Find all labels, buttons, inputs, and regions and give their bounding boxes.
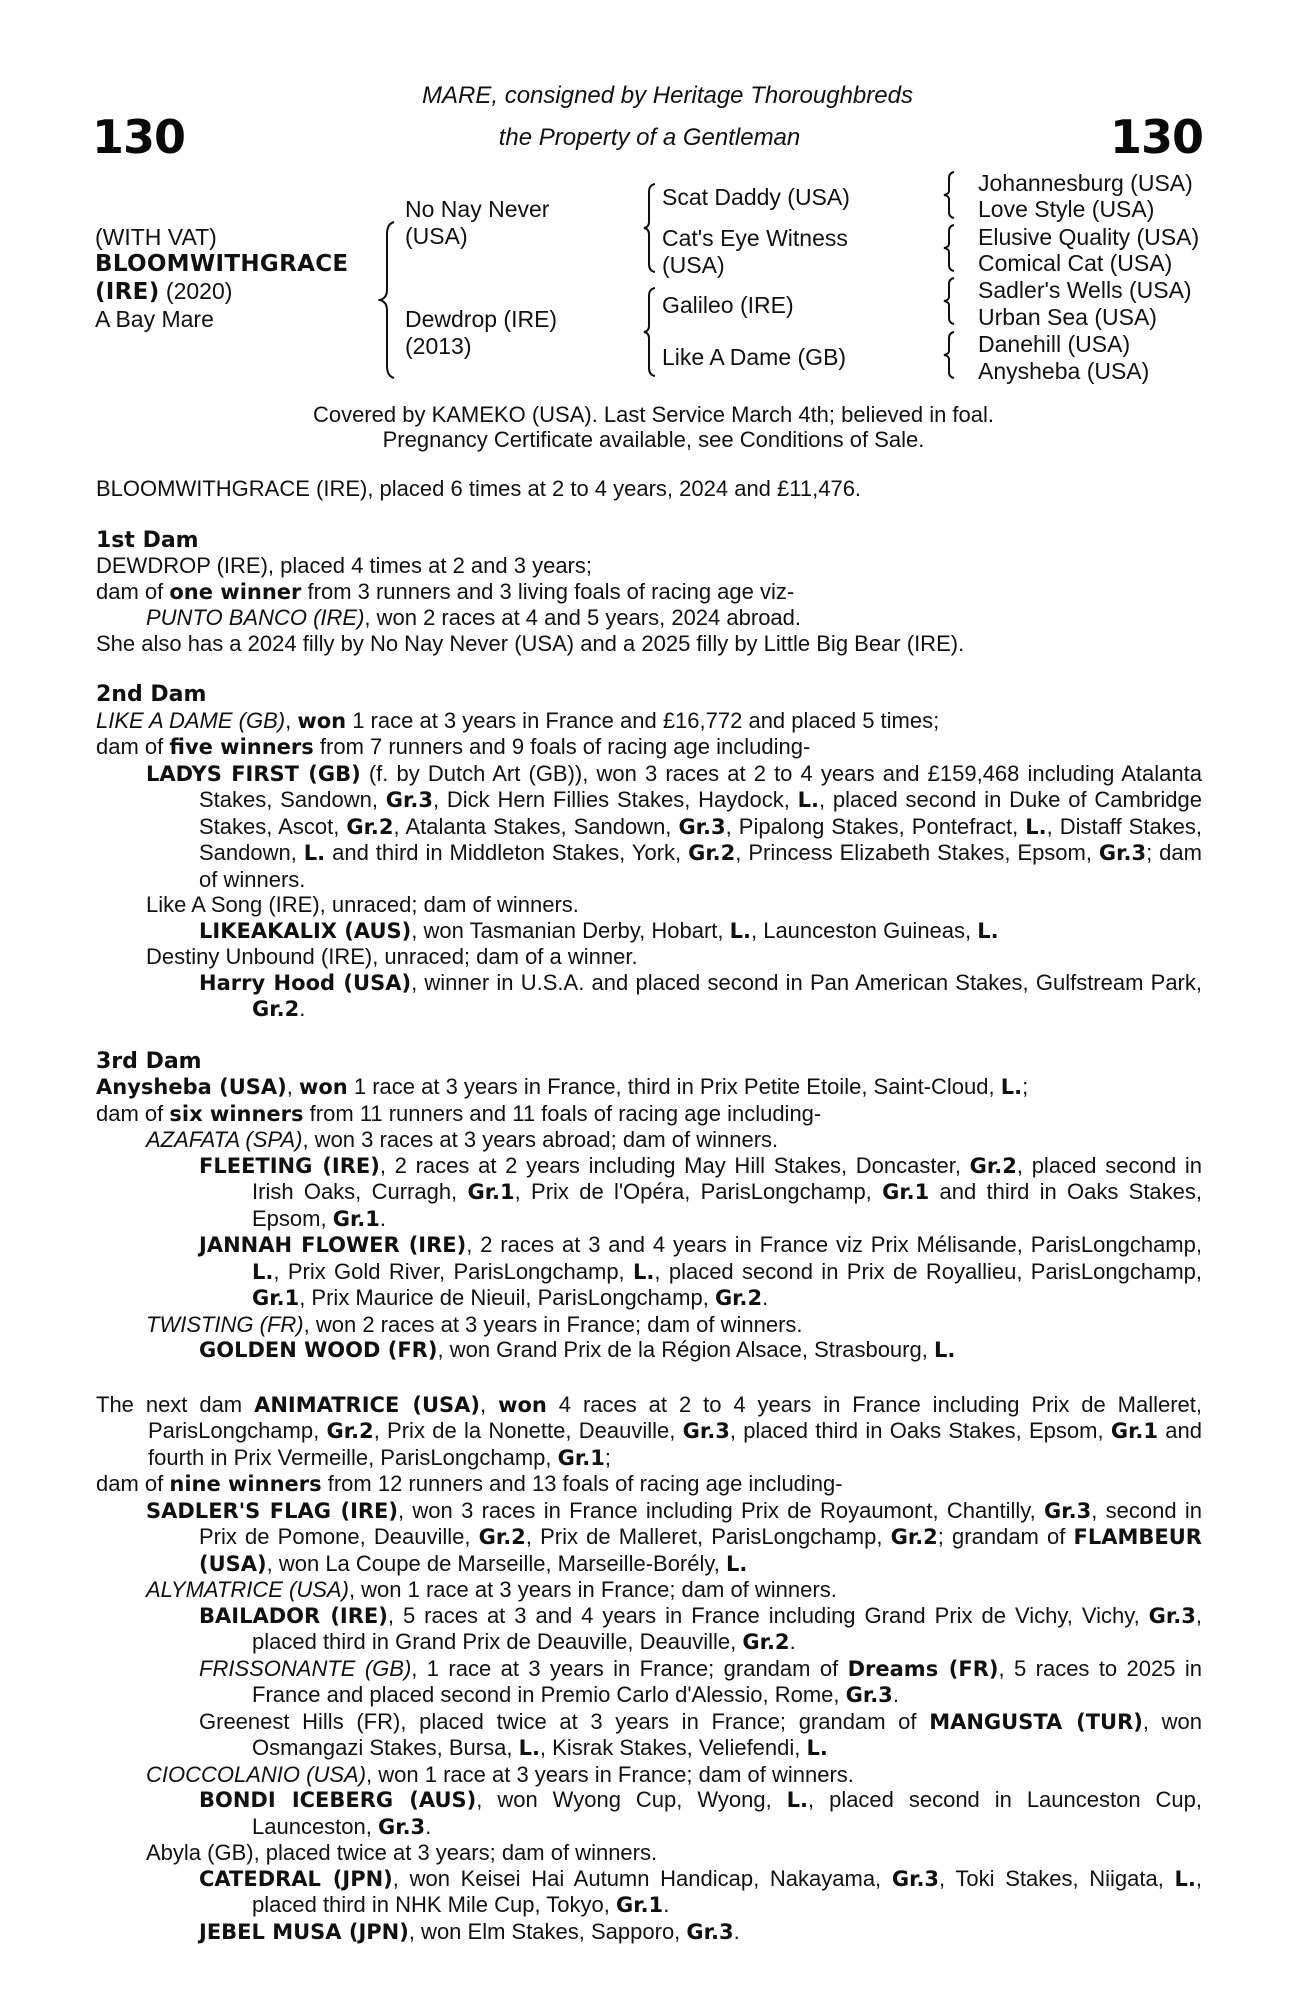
lot-number-left: 130 (92, 110, 186, 164)
text-run: and third in Oaks Stakes, Epsom, (252, 1179, 1203, 1231)
pedigree-entry (96, 1471, 1202, 1498)
text-run: BLOOMWITHGRACE (IRE), placed 6 times at 2 to 4 years, 2024 and £11,476. (96, 476, 862, 501)
italic-text: TWISTING (FR) (146, 1311, 304, 1337)
bold-text: Gr.3 (686, 1919, 734, 1944)
text-run: . (425, 1813, 432, 1839)
text-run: , Prix Gold River, ParisLongchamp, (273, 1258, 634, 1284)
horse-identity (95, 224, 348, 333)
bold-text: Gr.2 (478, 1525, 526, 1549)
bold-text: Gr.1 (882, 1180, 930, 1204)
pedigree-entry (96, 631, 1202, 657)
bold-text: Gr.1 (557, 1445, 605, 1470)
text-run: , placed second in Duke of Cambridge Stakes, Ascot, (199, 787, 1202, 839)
text-run: , won 3 races in France including Prix de Royaumont, Chantilly, (398, 1497, 1045, 1523)
text-run: ; dam of winners. (199, 840, 1202, 892)
bold-text: Gr.1 (252, 1286, 300, 1310)
text-run: , placed second in Launceston Cup, Launceston, (252, 1787, 1202, 1839)
text-run: 4 races at 2 to 4 years in France including Prix de Malleret, ParisLongchamp, (148, 1391, 1202, 1443)
pedigree-entry (96, 476, 1202, 502)
pedigree-dam-sire: Galileo (IRE) (662, 292, 794, 318)
pedigree-brace-main (378, 220, 398, 380)
bold-text: six winners (169, 1101, 304, 1126)
text-run: , Atalanta Stakes, Sandown, (393, 813, 679, 839)
section-spacer (96, 1023, 1202, 1049)
italic-text: ALYMATRICE (USA) (146, 1577, 349, 1602)
text-run: . (299, 996, 306, 1021)
bold-text: L. (633, 1259, 655, 1284)
sire-name: No Nay Never (405, 196, 550, 222)
bold-text: L. (1174, 1866, 1196, 1891)
horse-year: (2020) (159, 278, 233, 304)
bold-text: Gr.2 (688, 841, 736, 865)
pedigree-gg-8: Anysheba (USA) (978, 358, 1150, 384)
text-run: dam of (96, 1471, 170, 1496)
pedigree-entry (96, 1866, 1202, 1919)
pedigree-entry (96, 1312, 1202, 1338)
bold-text: Gr.2 (252, 997, 300, 1021)
pedigree-entry (96, 970, 1202, 1023)
sire-dam-country: (USA) (662, 252, 725, 278)
bold-text: Gr.1 (1110, 1419, 1159, 1443)
text-run: , placed second in Prix de Royallieu, ParisLongchamp, (654, 1258, 1202, 1284)
text-run: 1 race at 3 years in France, third in Prix Petite Etoile, Saint-Cloud, (347, 1074, 1001, 1099)
pedigree-entry (96, 918, 1202, 945)
bold-text: L. (797, 788, 819, 812)
bold-text: nine winners (169, 1472, 322, 1496)
bold-text: Gr.3 (682, 1419, 730, 1443)
pedigree-entry (96, 734, 1202, 761)
bold-text: Gr.2 (714, 1286, 763, 1310)
dam-section (96, 528, 1202, 657)
pedigree-entry (96, 1498, 1202, 1578)
text-run: ; (604, 1444, 611, 1470)
lot-number-right: 130 (1110, 110, 1204, 164)
bold-text: L. (977, 918, 999, 943)
bold-text: CATEDRAL (JPN) (199, 1866, 393, 1891)
text-run: , won 1 race at 3 years in France; dam of winners. (348, 1577, 837, 1602)
text-run: ; (1022, 1074, 1029, 1099)
text-run: , Prix Maurice de Nieuil, ParisLongchamp, (299, 1285, 715, 1310)
bold-text: L. (786, 1788, 809, 1812)
text-run: . (663, 1892, 670, 1917)
bold-text: L. (1000, 1075, 1023, 1099)
text-run: (f. by Dutch Art (GB)), won 3 races at 2 to 4 years and £159,468 including Atalanta Stakes, Sandown, (199, 760, 1202, 812)
text-run: ; grandam of (937, 1524, 1074, 1549)
pedigree-entry (96, 1074, 1202, 1101)
dam-section (96, 1392, 1202, 1946)
text-run: , won 3 races at 3 years abroad; dam of winners. (302, 1127, 779, 1152)
bold-text: Gr.3 (891, 1866, 940, 1891)
dam-year: (2013) (405, 333, 472, 359)
bold-text: Gr.3 (1148, 1603, 1196, 1628)
text-run: , Prix de la Nonette, Deauville, (373, 1418, 683, 1443)
italic-text: FRISSONANTE (GB) (199, 1655, 412, 1681)
horse-name: BLOOMWITHGRACE (95, 251, 349, 277)
horse-description: A Bay Mare (95, 306, 214, 332)
bold-text: FLEETING (IRE) (199, 1153, 380, 1178)
bold-text: won (298, 1075, 348, 1099)
text-run: , (285, 707, 298, 733)
bold-text: GOLDEN WOOD (FR) (199, 1338, 438, 1362)
section-heading: 2nd Dam (96, 682, 207, 707)
bold-text: Gr.2 (346, 814, 394, 839)
sire-country: (USA) (405, 223, 468, 249)
horse-name-suffix (95, 278, 348, 306)
bold-text: JEBEL MUSA (JPN) (199, 1919, 409, 1944)
catalogue-pedigree-body (96, 476, 1202, 1945)
italic-text: LIKE A DAME (GB) (96, 707, 286, 733)
text-run: , 2 races at 3 and 4 years in France viz Prix Mélisande, ParisLongchamp, (466, 1232, 1202, 1257)
pedigree-brace-gg3 (942, 276, 956, 326)
text-run: DEWDROP (IRE), placed 4 times at 2 and 3 years; (96, 553, 592, 578)
text-run: and fourth in Prix Vermeille, ParisLongchamp, (148, 1418, 1202, 1470)
text-run: from 11 runners and 11 foals of racing age including- (303, 1100, 822, 1126)
bold-text: one winner (169, 579, 302, 604)
text-run: dam of (96, 1100, 170, 1126)
text-run: . (762, 1285, 769, 1310)
bold-text: Dreams (FR) (847, 1656, 999, 1681)
text-run: , placed second in Irish Oaks, Curragh, (252, 1152, 1203, 1204)
text-run: , placed third in Grand Prix de Deauville, Deauville, (252, 1602, 1202, 1654)
horse-country: (IRE) (95, 279, 160, 305)
text-run: , 2 races at 2 years including May Hill Stakes, Doncaster, (379, 1152, 970, 1178)
consignor-line: MARE, consigned by Heritage Thoroughbreds (422, 82, 913, 109)
pedigree-sire-sire: Scat Daddy (USA) (662, 184, 850, 210)
bold-text: L. (518, 1736, 540, 1760)
pedigree-gg-1: Johannesburg (USA) (978, 170, 1193, 196)
section-spacer (96, 502, 1202, 528)
pedigree-entry (96, 1603, 1202, 1656)
pedigree-entry (96, 1127, 1202, 1153)
text-run: , Prix de l'Opéra, ParisLongchamp, (514, 1179, 883, 1204)
pedigree-dam-dam: Like A Dame (GB) (662, 344, 847, 370)
text-run: , 5 races at 3 and 4 years in France including Grand Prix de Vichy, Vichy, (387, 1602, 1149, 1628)
bold-text: Gr.1 (467, 1180, 515, 1204)
text-run: and third in Middleton Stakes, York, (325, 840, 689, 865)
bold-text: five winners (169, 735, 314, 759)
pedigree-entry (96, 1153, 1202, 1233)
text-run: , second in Prix de Pomone, Deauville, (199, 1497, 1203, 1549)
bold-text: FLAMBEUR (USA) (199, 1525, 1202, 1576)
text-run: , placed third in Oaks Stakes, Epsom, (729, 1418, 1111, 1443)
pedigree-gg-3: Elusive Quality (USA) (978, 224, 1200, 250)
text-run: . (379, 1205, 387, 1231)
text-run: , Prix de Malleret, ParisLongchamp, (525, 1524, 891, 1549)
pedigree-brace-gg4 (942, 330, 956, 380)
italic-text: CIOCCOLANIO (USA) (146, 1761, 367, 1787)
bold-text: L. (729, 918, 751, 943)
pedigree-entry (96, 892, 1202, 918)
text-run: , Princess Elizabeth Stakes, Epsom, (735, 840, 1099, 865)
text-run: . (892, 1682, 899, 1707)
bold-text: LADYS FIRST (GB) (146, 761, 361, 786)
bold-text: MANGUSTA (TUR) (929, 1709, 1143, 1734)
text-run: , Pipalong Stakes, Pontefract, (725, 813, 1026, 839)
bold-text: Gr.3 (845, 1683, 893, 1707)
text-run: The next dam (96, 1391, 255, 1417)
text-run: , won Elm Stakes, Sapporo, (408, 1918, 687, 1944)
pedigree-brace-dam (642, 286, 658, 378)
bold-text: LIKEAKALIX (AUS) (199, 918, 412, 943)
bold-text: Harry Hood (USA) (199, 970, 412, 995)
section-spacer (96, 1364, 1202, 1392)
dam-name: Dewdrop (IRE) (405, 306, 558, 332)
covering-note-line1: Covered by KAMEKO (USA). Last Service March 4th; believed in foal. (312, 402, 995, 427)
pedigree-entry (96, 1787, 1202, 1840)
text-run: . (789, 1629, 796, 1654)
bold-text: L. (303, 841, 326, 865)
bold-text: Gr.3 (1044, 1498, 1092, 1523)
section-heading: 1st Dam (96, 527, 199, 553)
vat-label: (WITH VAT) (95, 224, 217, 250)
bold-text: L. (933, 1338, 956, 1362)
bold-text: won (498, 1392, 547, 1417)
text-run: , 5 races to 2025 in France and placed second in Premio Carlo d'Alessio, Rome, (252, 1655, 1203, 1707)
bold-text: Gr.2 (742, 1630, 790, 1654)
pedigree-gg-2: Love Style (USA) (978, 196, 1155, 222)
pedigree-brace-gg2 (942, 223, 956, 273)
bold-text: JANNAH FLOWER (IRE) (199, 1233, 467, 1257)
dam-section (96, 682, 1202, 1023)
pedigree-dam (405, 306, 557, 360)
text-run: dam of (96, 578, 170, 604)
pedigree-entry (96, 1392, 1202, 1472)
bold-text: Gr.3 (678, 814, 726, 839)
pedigree-entry (96, 553, 1202, 579)
italic-text: PUNTO BANCO (IRE) (146, 605, 365, 630)
bold-text: BAILADOR (IRE) (199, 1603, 388, 1628)
pedigree-entry (96, 1337, 1202, 1364)
text-run: , won Grand Prix de la Région Alsace, Strasbourg, (437, 1337, 934, 1362)
pedigree-entry (96, 1840, 1202, 1866)
text-run: dam of (96, 734, 170, 759)
bold-text: L. (806, 1736, 828, 1760)
text-run: , won Osmangazi Stakes, Bursa, (252, 1708, 1202, 1760)
pedigree-brace-gg1 (942, 170, 956, 220)
text-run: Greenest Hills (FR), placed twice at 3 years in France; grandam of (199, 1708, 930, 1734)
bold-text: L. (252, 1259, 274, 1284)
text-run: , won 2 races at 3 years in France; dam of winners. (303, 1311, 803, 1337)
bold-text: ANIMATRICE (USA) (254, 1392, 481, 1417)
bold-text: L. (1025, 814, 1047, 839)
text-run: , won 2 races at 4 and 5 years, 2024 abroad. (364, 605, 802, 630)
pedigree-gg-7: Danehill (USA) (978, 331, 1131, 357)
pedigree-entry (96, 708, 1202, 735)
bold-text: SADLER'S FLAG (IRE) (146, 1498, 398, 1523)
text-run: Abyla (GB), placed twice at 3 years; dam of winners. (146, 1840, 658, 1865)
pedigree-entry (96, 1709, 1202, 1762)
bold-text: Gr.3 (377, 1814, 426, 1839)
property-line: the Property of a Gentleman (498, 124, 801, 151)
text-run: , (480, 1391, 499, 1417)
pedigree-gg-6: Urban Sea (USA) (978, 304, 1157, 330)
text-run: from 7 runners and 9 foals of racing age including- (313, 734, 811, 759)
text-run: , Launceston Guineas, (750, 917, 978, 943)
text-run: , won Keisei Hai Autumn Handicap, Nakayama, (392, 1865, 892, 1891)
pedigree-sire-dam (662, 225, 848, 279)
pedigree-entry (96, 1101, 1202, 1128)
bold-text: Gr.3 (385, 788, 433, 812)
italic-text: AZAFATA (SPA) (146, 1127, 303, 1152)
section-spacer (96, 656, 1202, 682)
text-run: , placed third in NHK Mile Cup, Tokyo, (252, 1865, 1203, 1917)
dam-section (96, 1049, 1202, 1364)
dam-section (96, 476, 1202, 502)
bold-text: Anysheba (USA) (96, 1075, 287, 1099)
text-run: . (733, 1918, 740, 1944)
bold-text: L. (725, 1551, 748, 1576)
pedigree-entry (96, 1762, 1202, 1788)
text-run: , Kisrak Stakes, Veliefendi, (539, 1735, 807, 1760)
sire-dam-name: Cat's Eye Witness (662, 225, 848, 251)
text-run: , won La Coupe de Marseille, Marseille-Borély, (266, 1550, 726, 1576)
text-run: , won Tasmanian Derby, Hobart, (411, 917, 730, 943)
bold-text: won (297, 708, 347, 733)
text-run: Like A Song (IRE), unraced; dam of winners. (146, 892, 579, 917)
bold-text: Gr.3 (1098, 841, 1147, 865)
text-run: , won Wyong Cup, Wyong, (476, 1787, 787, 1812)
pedigree-entry (96, 761, 1202, 893)
pedigree-entry (96, 1577, 1202, 1603)
text-run: Destiny Unbound (IRE), unraced; dam of a winner. (146, 944, 638, 969)
pedigree-entry (96, 605, 1202, 631)
text-run: , Dick Hern Fillies Stakes, Haydock, (433, 787, 798, 812)
pedigree-sire (405, 196, 549, 250)
covering-note-line2: Pregnancy Certificate available, see Conditions of Sale. (382, 427, 925, 452)
section-heading: 3rd Dam (96, 1048, 202, 1074)
pedigree-entry (96, 1656, 1202, 1709)
pedigree-entry (96, 579, 1202, 606)
text-run: , won 1 race at 3 years in France; dam of winners. (366, 1761, 854, 1787)
text-run: 1 race at 3 years in France and £16,772 and placed 5 times; (346, 707, 940, 733)
bold-text: Gr.1 (332, 1206, 380, 1231)
bold-text: BONDI ICEBERG (AUS) (199, 1788, 477, 1812)
bold-text: Gr.2 (326, 1419, 374, 1443)
text-run: She also has a 2024 filly by No Nay Never (USA) and a 2025 filly by Little Big Bear (IRE). (96, 630, 965, 656)
pedigree-brace-sire (642, 182, 658, 274)
text-run: from 3 runners and 3 living foals of racing age viz- (301, 578, 795, 604)
text-run: , Toki Stakes, Niigata, (939, 1865, 1175, 1891)
pedigree-entry (96, 944, 1202, 970)
text-run: from 12 runners and 13 foals of racing age including- (321, 1471, 843, 1496)
pedigree-gg-4: Comical Cat (USA) (978, 250, 1173, 276)
pedigree-gg-5: Sadler's Wells (USA) (978, 277, 1192, 303)
text-run: , 1 race at 3 years in France; grandam of (411, 1655, 848, 1681)
pedigree-entry (96, 1919, 1202, 1946)
text-run: , (286, 1074, 299, 1099)
text-run: , winner in U.S.A. and placed second in Pan American Stakes, Gulfstream Park, (411, 969, 1202, 995)
bold-text: Gr.2 (890, 1525, 938, 1549)
pedigree-entry (96, 1232, 1202, 1312)
text-run: , Distaff Stakes, Sandown, (199, 813, 1203, 865)
bold-text: Gr.2 (969, 1153, 1017, 1178)
bold-text: Gr.1 (615, 1893, 664, 1917)
